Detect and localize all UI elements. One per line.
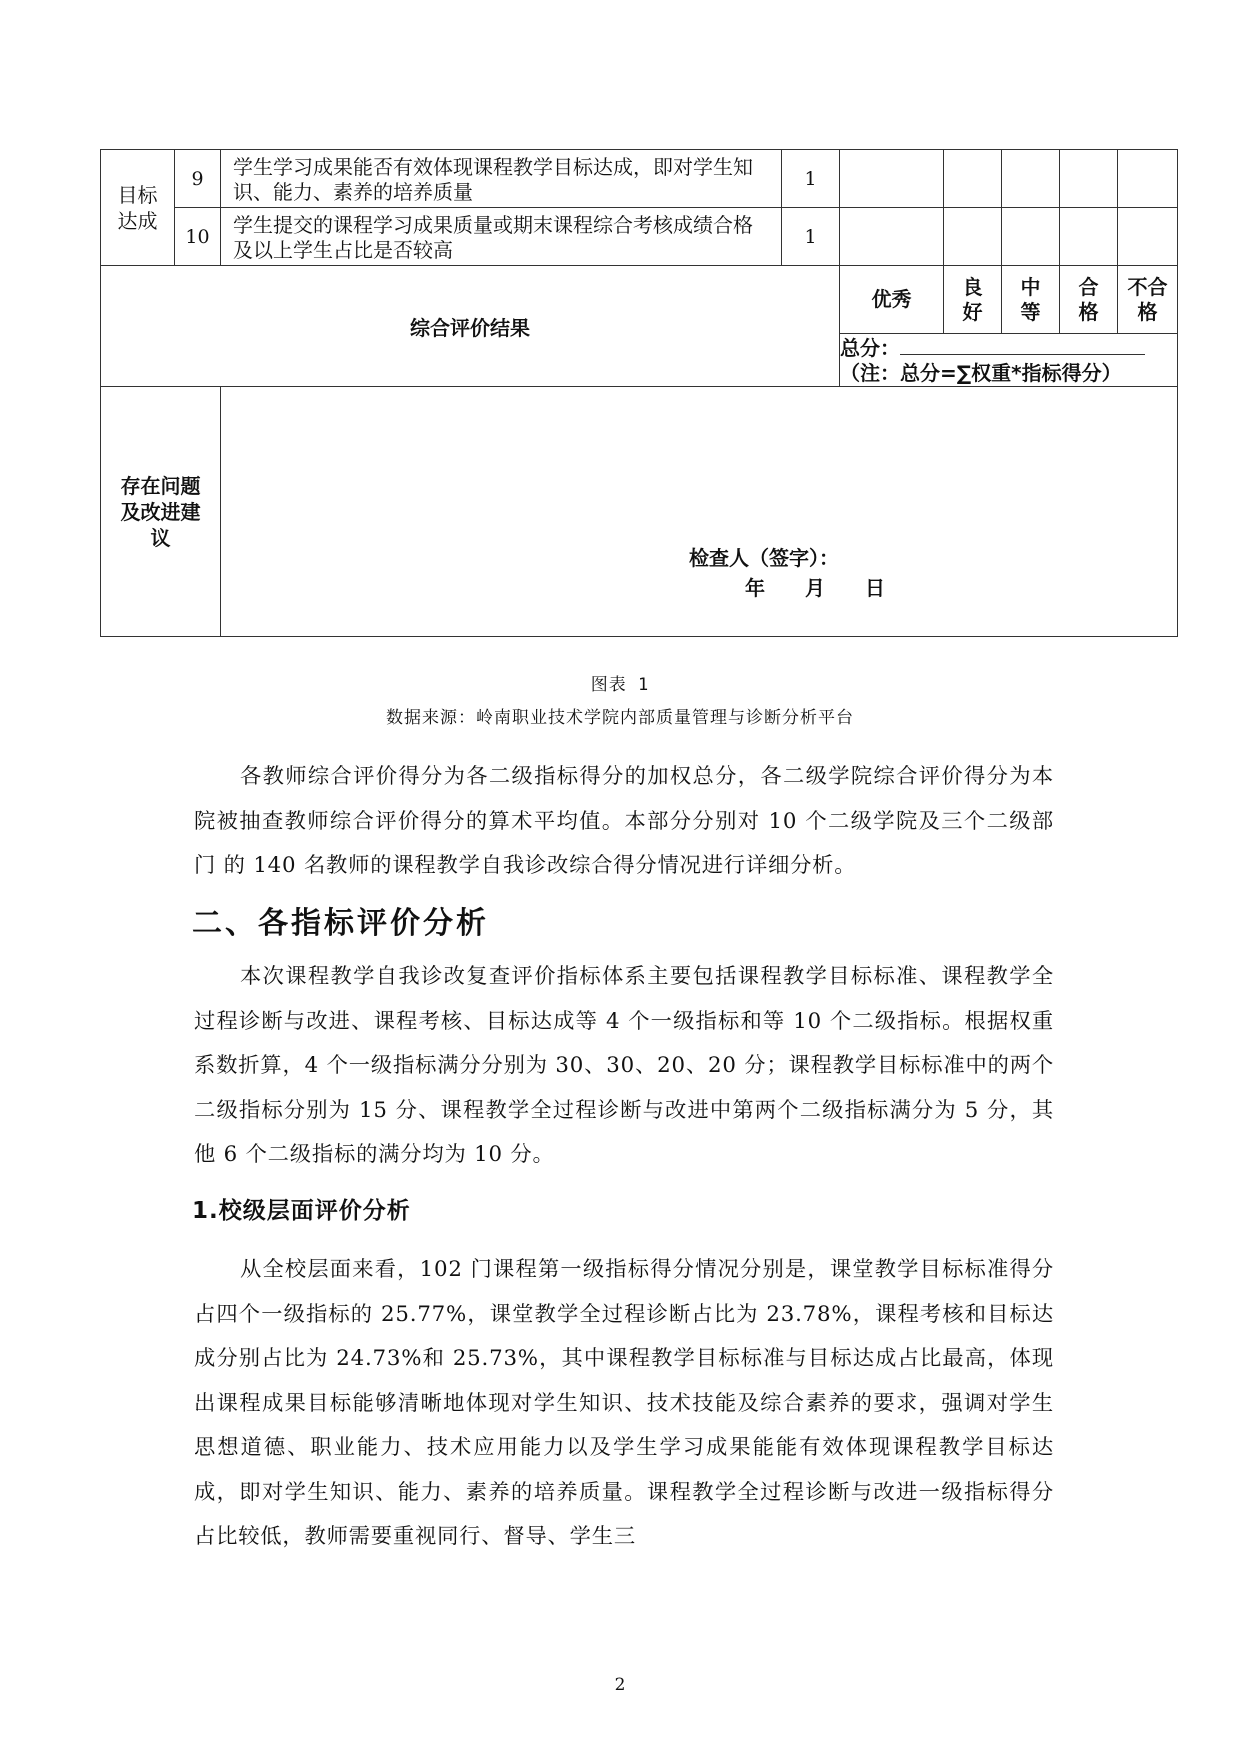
total-note: （注：总分=∑权重*指标得分）: [840, 361, 1122, 385]
grade-good-label: 良好: [962, 274, 983, 324]
grade-pass[interactable]: [1060, 266, 1118, 334]
category-label: 目标达成: [117, 182, 158, 233]
date-year: 年: [745, 576, 765, 600]
table-row: [101, 150, 1178, 208]
grade-row: [101, 266, 1178, 334]
score-cell[interactable]: [1118, 150, 1178, 208]
row-description: 学生提交的课程学习成果质量或期末课程综合考核成绩合格及以上学生占比是否较高: [221, 208, 782, 266]
grade-medium[interactable]: [1002, 266, 1060, 334]
score-cell[interactable]: [944, 150, 1002, 208]
score-cell[interactable]: [840, 208, 944, 266]
score-cell[interactable]: [1060, 208, 1118, 266]
subsection-heading: 1.校级层面评价分析: [192, 1198, 411, 1224]
paragraph-2: 本次课程教学自我诊改复查评价指标体系主要包括课程教学目标标准、课程教学全过程诊断与改进、课程考核、目标达成等 4 个一级指标和等 10 个二级指标。根据权重系数折算，4 个一级指标满分分别为 30、30、20、20 分；课程教学目标标准中的两个二级指标分别为 15 分、课程教学全过程诊断与改进中第两个二级指标满分为 5 分，其他 6 个二级指标的满分均为 10 分。: [194, 964, 1054, 1167]
row-weight: 1: [782, 150, 840, 208]
score-cell[interactable]: [840, 150, 944, 208]
evaluation-table: [100, 149, 1178, 637]
section-heading: 二、各指标评价分析: [192, 906, 489, 941]
figure-source: 数据来源：岭南职业技术学院内部质量管理与诊断分析平台: [386, 708, 854, 728]
score-cell[interactable]: [1060, 150, 1118, 208]
issues-label-cell: [101, 387, 221, 637]
grade-medium-label: 中等: [1020, 274, 1041, 324]
result-label: 综合评价结果: [101, 266, 840, 387]
score-cell[interactable]: [1118, 208, 1178, 266]
paragraph-3: 从全校层面来看，102 门课程第一级指标得分情况分别是，课堂教学目标标准得分占四个一级指标的 25.77%，课堂教学全过程诊断占比为 23.78%，课程考核和目标达成分别占比为 24.73%和 25.73%，其中课程教学目标标准与目标达成占比最高，体现出课程成果目标能够清晰地体现对学生知识、技术技能及综合素养的要求，强调对学生思想道德、职业能力、技术应用能力以及学生学习成果能能有效体现课程教学目标达成，即对学生知识、能力、素养的培养质量。课程教学全过程诊断与改进一级指标得分占比较低，教师需要重视同行、督导、学生三: [194, 1257, 1054, 1549]
date-day: 日: [865, 576, 885, 600]
issues-content-cell[interactable]: [221, 387, 1178, 637]
total-score-cell[interactable]: [840, 334, 1178, 387]
total-label: 总分：: [840, 336, 900, 360]
row-number: 9: [175, 150, 221, 208]
grade-good[interactable]: [944, 266, 1002, 334]
row-weight: 1: [782, 208, 840, 266]
issues-row: [101, 387, 1178, 637]
figure-title: 图表 1: [590, 675, 650, 695]
grade-pass-label: 合格: [1078, 274, 1099, 324]
grade-fail[interactable]: [1118, 266, 1178, 334]
grade-fail-label: 不合格: [1127, 274, 1168, 324]
grade-excellent[interactable]: 优秀: [840, 266, 944, 334]
sign-date: [745, 575, 925, 601]
score-cell[interactable]: [1002, 150, 1060, 208]
score-cell[interactable]: [944, 208, 1002, 266]
table-row: [101, 208, 1178, 266]
signer-label: 检查人（签字）：: [689, 546, 839, 570]
paragraph-1: 各教师综合评价得分为各二级指标得分的加权总分，各二级学院综合评价得分为本院被抽查教师综合评价得分的算术平均值。本部分分别对 10 个二级学院及三个二级部门 的 140 名教师的课程教学自我诊改综合得分情况进行详细分析。: [194, 764, 1054, 878]
category-cell: [101, 150, 175, 266]
issues-label: 存在问题及改进建议: [120, 473, 201, 550]
page-number: 2: [614, 1675, 626, 1695]
score-cell[interactable]: [1002, 208, 1060, 266]
total-input-line[interactable]: [900, 336, 1145, 355]
date-month: 月: [805, 576, 825, 600]
row-number: 10: [175, 208, 221, 266]
row-description: 学生学习成果能否有效体现课程教学目标达成，即对学生知识、能力、素养的培养质量: [221, 150, 782, 208]
